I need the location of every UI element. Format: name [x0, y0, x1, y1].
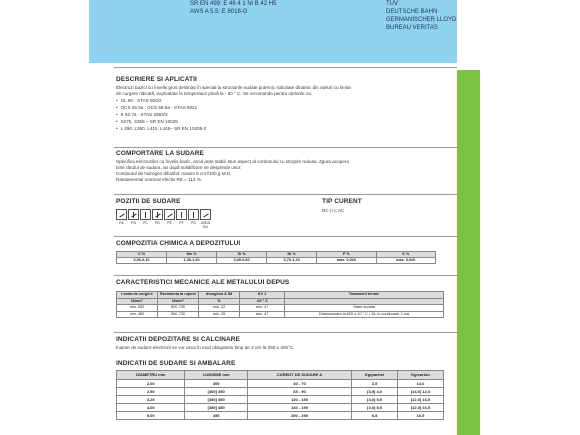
- behaviour-text: Randamentul nominal efectiv RE = 113 %.: [116, 177, 203, 182]
- position-pa-icon: [116, 209, 127, 220]
- section-divider: [114, 67, 457, 68]
- mechanical-cell: Detensionare la 620 ± 10 ° C / 1h; în continuare 1 ora: [285, 311, 444, 318]
- chemistry-header: Mn %: [167, 252, 217, 258]
- packing-cell: [12,0] 16,5: [398, 396, 444, 404]
- mechanical-cell: min. 460: [117, 311, 158, 318]
- chemistry-header: Si %: [217, 252, 267, 258]
- mechanical-header: Rezistenta la rupere: [158, 292, 199, 299]
- mechanical-cell: min. 500: [117, 305, 158, 312]
- packing-cell: [300] 350: [185, 388, 247, 396]
- mechanical-unit: %: [199, 298, 240, 305]
- packing-cell: 5,00: [117, 412, 185, 420]
- packing-header: LUNGIME mm: [185, 371, 247, 380]
- packing-cell: 2,00: [117, 380, 185, 388]
- chemistry-value: max. 0,020: [376, 258, 435, 264]
- behaviour-text: Specifica electrozilor cu înveliș bazic, arcul arde stabil. Bun aspect al cordonului cu stropire redusa. Zgura acopera: [116, 159, 349, 164]
- chemistry-header: S %: [376, 252, 435, 258]
- mechanical-cell: min. 25: [199, 311, 240, 318]
- mechanical-cell: min. 22: [199, 305, 240, 312]
- mechanical-header: KV J: [240, 292, 285, 299]
- section-title-current: TIP CURENT: [322, 198, 362, 205]
- section-title-description: DESCRIERE SI APLICATII: [116, 76, 197, 83]
- position-label: PC: [143, 221, 148, 225]
- approval-line: GERMANISCHER LLOYD: [386, 17, 457, 23]
- position-label: PD: [155, 221, 160, 225]
- position-label: PB: [131, 221, 136, 225]
- packing-cell: 450: [185, 412, 247, 420]
- mechanical-cell: min. 47: [240, 311, 285, 318]
- approval-line: BUREAU VERITAS: [386, 25, 438, 31]
- packing-cell: 3,25: [117, 396, 185, 404]
- packing-cell: 140 - 190: [247, 404, 351, 412]
- packing-cell: [12,0] 16,5: [398, 404, 444, 412]
- packing-cell: 3,5: [352, 380, 398, 388]
- steel-grade-item: • OL 60 - STAS 500/2: [116, 98, 161, 105]
- packing-cell: 16,5: [398, 412, 444, 420]
- chemistry-table: [116, 251, 436, 264]
- packing-header: Kg/carton: [398, 371, 444, 380]
- packing-cell: [350] 450: [185, 396, 247, 404]
- mechanical-unit: N/mm²: [158, 298, 199, 305]
- mechanical-cell: Stare sudata: [285, 305, 444, 312]
- packing-cell: 200 - 250: [247, 412, 351, 420]
- welding-position-labels: [116, 221, 211, 229]
- side-accent-bar: [457, 70, 480, 435]
- packing-header: CURENT DE SUDARE A: [247, 371, 351, 380]
- packing-cell: 120 - 150: [247, 396, 351, 404]
- mechanical-header: Limita de curgere: [117, 292, 158, 299]
- standard-line: AWS A 5.5: E 8018-G: [190, 9, 248, 15]
- chemistry-value: 0,06-0,10: [117, 258, 167, 264]
- packing-cell: [14,0] 12,0: [398, 388, 444, 396]
- description-text: Electrozi bazici cu înveliș gros destinați în special la structurile sudate puternic solicitate dinamic din oțeluri cu limita: [116, 85, 351, 90]
- position-pb-icon: [128, 209, 139, 220]
- section-divider: [114, 236, 457, 237]
- packing-cell: 40 - 70: [247, 380, 351, 388]
- position-label: PF: [179, 221, 184, 225]
- packing-cell: 4,00: [117, 404, 185, 412]
- mechanical-cell: min. 47: [240, 305, 285, 312]
- section-title-behaviour: COMPORTARE LA SUDARE: [116, 150, 204, 157]
- chemistry-value: max. 0,020: [317, 258, 376, 264]
- packing-header: DIAMETRU mm: [117, 371, 185, 380]
- packing-cell: 300: [185, 380, 247, 388]
- mechanical-header: Tratament termic: [285, 292, 444, 299]
- packing-cell: [4,0] 5,5: [352, 404, 398, 412]
- chemistry-header: C %: [117, 252, 167, 258]
- steel-grade-item: • S275, S355 – SR EN 10025: [116, 119, 178, 126]
- mechanical-cell: 550-730: [158, 311, 199, 318]
- position-label: PA: [119, 221, 124, 225]
- mechanical-unit: N/mm²: [117, 298, 158, 305]
- standard-line: SR EN 499: E 46 4 1 Ni B 42 H5: [190, 1, 277, 7]
- position-en-icon: [200, 209, 211, 220]
- mechanical-table: [116, 291, 444, 318]
- packing-cell: [4,0] 5,5: [352, 396, 398, 404]
- header-band: [89, 0, 457, 63]
- packing-cell: [3,5] 4,0: [352, 388, 398, 396]
- section-divider: [114, 194, 457, 195]
- section-divider: [114, 332, 457, 333]
- mechanical-header: Alungirea A 5d: [199, 292, 240, 299]
- packing-header: Kg/pachet: [352, 371, 398, 380]
- section-title-packing: INDICATII DE SUDARE SI AMBALARE: [116, 360, 236, 367]
- current-type-value: DC (+); AC: [322, 208, 345, 213]
- packing-cell: 5,5: [352, 412, 398, 420]
- description-text: de curgere ridicată, exploatate la temperaturi până la - 60 ° C. Se recomanda pentru oțelurile ca:: [116, 91, 312, 96]
- chemistry-value: 0,70-1,20: [267, 258, 317, 264]
- packing-cell: 65 - 90: [247, 388, 351, 396]
- approval-line: TUV: [386, 1, 398, 7]
- section-title-positions: POZITII DE SUDARE: [116, 198, 181, 205]
- packing-cell: [350] 450: [185, 404, 247, 412]
- position-label: PE: [167, 221, 172, 225]
- approval-line: DEUTSCHE BAHN: [386, 9, 438, 15]
- steel-grade-item: • L 290, L360, L415, L445– SR EN 10208-2: [116, 126, 206, 133]
- packing-table: [116, 370, 444, 420]
- position-pe-icon: [164, 209, 175, 220]
- chemistry-header: Ni %: [267, 252, 317, 258]
- position-pc-icon: [140, 209, 151, 220]
- chemistry-header: P %: [317, 252, 376, 258]
- section-title-chemistry: COMPOZITIA CHIMICA A DEPOZITULUI: [116, 240, 241, 247]
- position-pd-icon: [152, 209, 163, 220]
- section-title-storage: INDICATII DEPOZITARE SI CALCINARE: [116, 336, 241, 343]
- position-pg-icon: [188, 209, 199, 220]
- chemistry-value: 0,30-0,60: [217, 258, 267, 264]
- chemistry-value: 1,00-1,60: [167, 258, 217, 264]
- behaviour-text: bine rândul de sudura, iar după solidificare se desprinde usor.: [116, 165, 242, 170]
- welding-position-icons: [116, 209, 211, 220]
- position-label: PG: [190, 221, 197, 225]
- section-divider: [114, 147, 457, 148]
- steel-grade-item: • K 52.7a - STAS 2883/3: [116, 112, 168, 119]
- storage-text: Înainte de sudare electrozii se vor usca în mod obligatoriu timp de 2 ore la 250 ± 300°C.: [116, 345, 295, 350]
- mechanical-unit: -60 ° C: [240, 298, 285, 305]
- packing-cell: 2,50: [117, 388, 185, 396]
- steel-grade-item: • OCS 55.5a ; OCS 58.5a - STAS 9021: [116, 105, 197, 112]
- position-pf-icon: [176, 209, 187, 220]
- mechanical-cell: 600-730: [158, 305, 199, 312]
- section-title-mechanical: CARACTERISTICI MECANICE ALE METALULUI DEPUS: [116, 279, 290, 286]
- packing-cell: 14,0: [398, 380, 444, 388]
- behaviour-text: Conținutul de hidrogen difuzibil: maxim 5 cm³/100 g M.D.: [116, 171, 232, 176]
- section-divider: [114, 275, 457, 276]
- position-label: ASDS EN: [200, 221, 211, 229]
